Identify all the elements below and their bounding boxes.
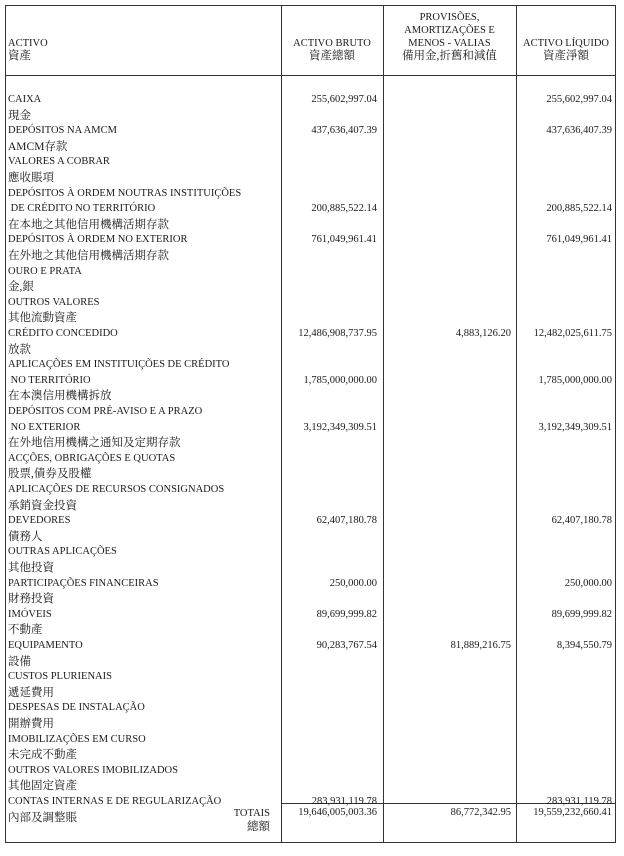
header-prov-pt-2: AMORTIZAÇÕES E: [404, 25, 495, 36]
row-label-pt-cont: NO TERRITÓRIO: [8, 374, 91, 386]
row-label-zh: 開辦費用: [8, 717, 54, 730]
header-provisoes: [383, 11, 516, 63]
row-value-liquido: 255,602,997.04: [546, 94, 612, 105]
row-label-pt: DEVEDORES: [8, 515, 71, 527]
header-activo-bruto: [281, 37, 383, 63]
header-prov-zh: 備用金,折舊和減值: [402, 50, 497, 62]
row-value-liquido: 1,785,000,000.00: [538, 374, 612, 386]
row-label-zh: 未完成不動產: [8, 749, 77, 762]
totals-label-pt: TOTAIS: [233, 808, 270, 819]
totals-bruto: 19,646,005,003.36: [298, 807, 377, 818]
row-label-pt: DEPÓSITOS COM PRÉ-AVISO E A PRAZO: [8, 406, 203, 417]
row-label-pt: APLICAÇÕES EM INSTITUIÇÕES DE CRÉDITO: [8, 359, 230, 371]
row-value-liquido: 437,636,407.39: [546, 125, 612, 137]
row-label-pt: CONTAS INTERNAS E DE REGULARIZAÇÃO: [8, 796, 222, 807]
row-label-zh: 現金: [8, 109, 31, 122]
row-value-bruto: 90,283,767.54: [316, 640, 377, 651]
row-label-pt: DEPÓSITOS NA AMCM: [8, 125, 117, 137]
row-value-liquido: 89,699,999.82: [551, 608, 612, 620]
row-label-zh: 在外地之其他信用機構活期存款: [8, 249, 169, 262]
row-label-pt: OUTROS VALORES IMOBILIZADOS: [8, 764, 178, 776]
row-value-liquido: 12,482,025,611.75: [533, 328, 612, 339]
header-activo-zh: 資產: [8, 50, 31, 62]
row-value-liquido: 283,931,119.78: [546, 796, 612, 807]
row-label-zh: 承銷資金投資: [8, 499, 77, 512]
header-liquido-zh: 資產淨額: [543, 50, 589, 62]
row-label-pt: PARTICIPAÇÕES FINANCEIRAS: [8, 577, 159, 589]
row-label-zh: 股票,債券及股權: [8, 468, 92, 481]
row-label-pt: VALORES A COBRAR: [8, 156, 110, 168]
row-label-pt: IMÓVEIS: [8, 608, 52, 620]
row-value-liquido: 3,192,349,309.51: [538, 421, 612, 433]
row-value-liquido: 761,049,961.41: [546, 234, 612, 246]
row-value-bruto: 761,049,961.41: [311, 234, 377, 246]
row-label-zh: 不動產: [8, 624, 43, 637]
row-label-pt: OURO E PRATA: [8, 265, 82, 277]
row-value-liquido: 62,407,180.78: [551, 515, 612, 527]
row-label-pt: CAIXA: [8, 94, 42, 105]
row-label-pt-cont: NO EXTERIOR: [8, 421, 81, 433]
totals-liquido: 19,559,232,660.41: [533, 807, 612, 818]
header-bruto-pt: ACTIVO BRUTO: [293, 38, 371, 49]
row-label-zh: 其他固定資產: [8, 780, 77, 793]
row-label-pt: CUSTOS PLURIENAIS: [8, 671, 112, 683]
totals-label-zh: 總額: [247, 821, 270, 833]
row-label-pt: DEPÓSITOS À ORDEM NO EXTERIOR: [8, 234, 188, 246]
row-label-zh: 金,銀: [8, 281, 34, 294]
row-label-zh: 在本地之其他信用機構活期存款: [8, 218, 169, 231]
totals-provisoes: 86,772,342.95: [450, 807, 511, 818]
header-separator: [6, 75, 615, 76]
row-value-liquido: 250,000.00: [564, 577, 612, 589]
header-prov-pt-3: MENOS - VALIAS: [408, 38, 491, 49]
row-value-bruto: 62,407,180.78: [316, 515, 377, 527]
header-activo: [8, 37, 48, 63]
row-value-provisoes: 81,889,216.75: [450, 640, 511, 651]
row-label-pt: DEPÓSITOS À ORDEM NOUTRAS INSTITUIÇÕES: [8, 187, 242, 199]
row-value-bruto: 12,486,908,737.95: [298, 328, 377, 339]
row-label-zh: 設備: [8, 655, 31, 668]
row-label-zh: 在外地信用機構之通知及定期存款: [8, 437, 181, 450]
row-label-zh: 應收賬項: [8, 171, 54, 184]
row-value-liquido: 200,885,522.14: [546, 203, 612, 215]
header-activo-pt: ACTIVO: [8, 38, 48, 49]
row-label-pt-cont: DE CRÉDITO NO TERRITÓRIO: [8, 203, 156, 215]
row-label-pt: ACÇÕES, OBRIGAÇÕES E QUOTAS: [8, 452, 176, 464]
row-label-zh: 在本澳信用機構拆放: [8, 390, 112, 403]
row-value-bruto: 89,699,999.82: [316, 608, 377, 620]
row-value-bruto: 200,885,522.14: [311, 203, 377, 215]
row-label-pt: OUTROS VALORES: [8, 296, 100, 308]
row-label-zh: 其他流動資產: [8, 312, 77, 325]
row-label-pt: APLICAÇÕES DE RECURSOS CONSIGNADOS: [8, 484, 225, 495]
row-value-bruto: 1,785,000,000.00: [303, 374, 377, 386]
row-value-liquido: 8,394,550.79: [556, 640, 612, 651]
row-label-zh: 債務人: [8, 530, 43, 543]
row-label-zh: 內部及調整賬: [8, 811, 77, 824]
row-value-bruto: 255,602,997.04: [311, 94, 377, 105]
row-value-bruto: 250,000.00: [329, 577, 377, 589]
row-label-zh: 財務投資: [8, 593, 54, 606]
row-label-pt: DESPESAS DE INSTALAÇÃO: [8, 702, 145, 714]
row-value-provisoes: 4,883,126.20: [455, 328, 511, 339]
row-label-pt: IMOBILIZAÇÕES EM CURSO: [8, 733, 146, 745]
row-label-zh: AMCM存款: [8, 140, 68, 153]
row-label-zh: 遞延費用: [8, 686, 54, 699]
row-label-zh: 放款: [8, 343, 31, 356]
row-label-pt: CRÉDITO CONCEDIDO: [8, 328, 118, 339]
row-value-bruto: 3,192,349,309.51: [303, 421, 377, 433]
row-label-pt: EQUIPAMENTO: [8, 640, 83, 651]
balance-sheet-table: [5, 5, 616, 843]
header-activo-liquido: [516, 37, 616, 63]
header-prov-pt-1: PROVISÕES,: [419, 12, 480, 23]
header-liquido-pt: ACTIVO LÍQUIDO: [522, 38, 610, 49]
header-bruto-zh: 資產總額: [309, 50, 355, 62]
row-label-zh: 其他投資: [8, 561, 54, 574]
row-value-bruto: 283,931,119.78: [311, 796, 377, 807]
row-value-bruto: 437,636,407.39: [311, 125, 377, 137]
row-label-pt: OUTRAS APLICAÇÕES: [8, 546, 117, 558]
column-divider: [383, 6, 384, 842]
